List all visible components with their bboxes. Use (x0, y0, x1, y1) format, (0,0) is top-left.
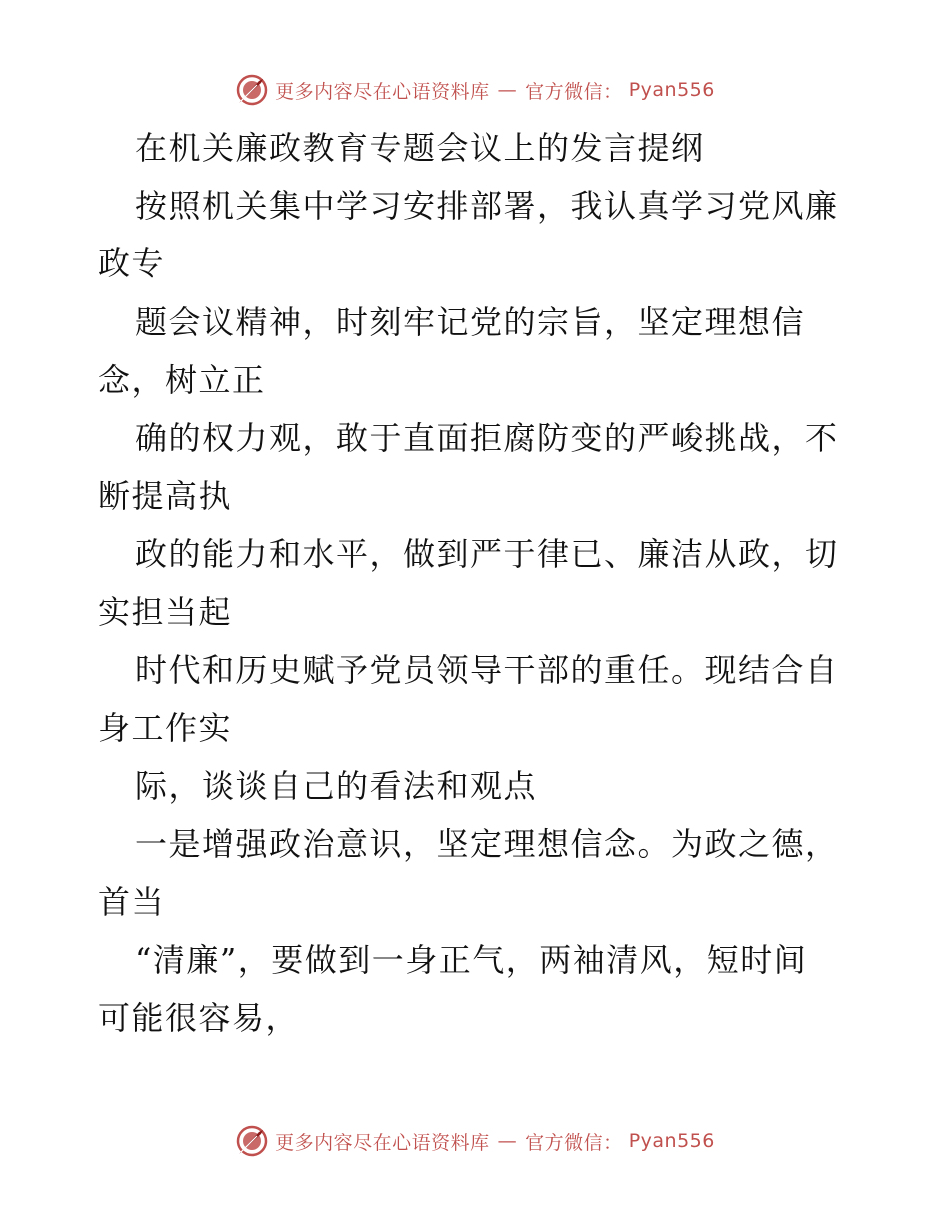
watermark-dash: — (497, 79, 518, 101)
paragraph-line: 一是增强政治意识，坚定理想信念。为政之德， (135, 825, 839, 863)
paragraph-line: 时代和历史赋予党员领导干部的重任。现结合自 (135, 651, 839, 689)
paragraph-line: 念，树立正 (98, 361, 266, 399)
quill-pen-logo-icon (235, 73, 269, 107)
paragraph-line: 实担当起 (98, 593, 233, 631)
footer-watermark (0, 1124, 950, 1158)
quill-pen-logo-icon (235, 1124, 269, 1158)
paragraph-line: 断提高执 (98, 477, 233, 515)
paragraph-line: “清廉”，要做到一身正气，两袖清风，短时间 (135, 941, 808, 979)
paragraph-line: 首当 (98, 883, 166, 921)
paragraph-line: 际，谈谈自己的看法和观点 (135, 767, 538, 805)
document-title: 在机关廉政教育专题会议上的发言提纲 (135, 129, 705, 167)
paragraph-line: 题会议精神，时刻牢记党的宗旨，坚定理想信 (135, 303, 806, 341)
paragraph-line: 身工作实 (98, 709, 233, 747)
header-watermark (0, 73, 950, 107)
paragraph-line: 按照机关集中学习安排部署，我认真学习党风廉 (135, 187, 839, 225)
watermark-contact: 官方微信： (525, 1131, 623, 1154)
paragraph-line: 确的权力观，敢于直面拒腐防变的严峻挑战，不 (135, 419, 839, 457)
paragraph-line: 政的能力和水平，做到严于律已、廉洁从政，切 (135, 535, 839, 573)
watermark-text: 更多内容尽在心语资料库 (275, 80, 490, 103)
paragraph-line: 可能很容易， (98, 999, 300, 1037)
watermark-id: Pyan556 (628, 1130, 715, 1152)
watermark-id: Pyan556 (628, 79, 715, 101)
paragraph-line: 政专 (98, 244, 166, 282)
watermark-text: 更多内容尽在心语资料库 (275, 1131, 490, 1154)
watermark-contact: 官方微信： (525, 80, 623, 103)
watermark-dash: — (497, 1130, 518, 1152)
